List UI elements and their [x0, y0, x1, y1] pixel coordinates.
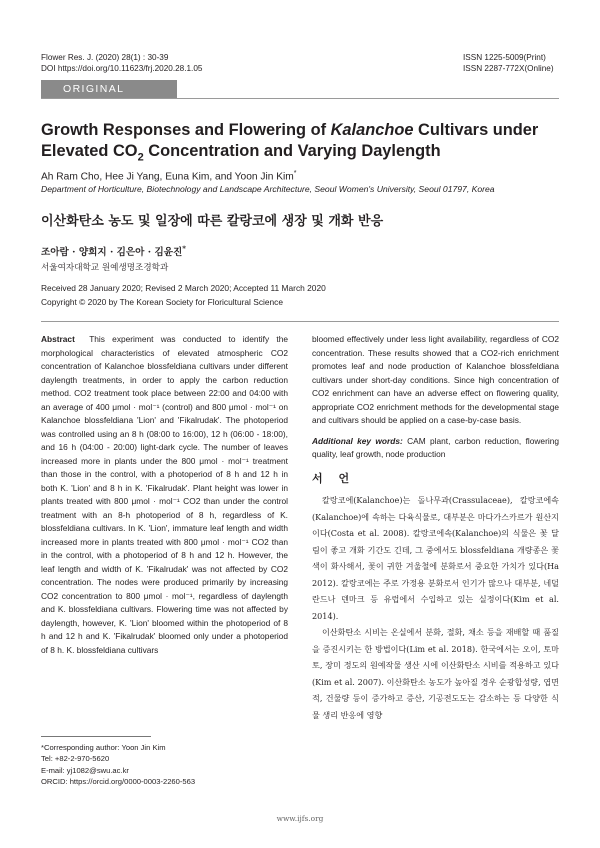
received-dates: Received 28 January 2020; Revised 2 March 2020; Accepted 11 March 2020: [41, 283, 326, 293]
keywords-paragraph: [312, 435, 559, 462]
section-heading: 서 언: [312, 471, 356, 485]
issn-online: ISSN 2287-772X(Online): [463, 64, 554, 73]
right-column: [312, 333, 559, 723]
korean-authors: [41, 244, 186, 258]
article-type-banner: ORIGINAL ARTICLE: [41, 80, 177, 98]
keywords-text: CAM plant, carbon reduction, flowering quality, leaf growth, node production: [312, 435, 559, 459]
abstract-continued: bloomed effectively under less light availability, regardless of CO2 concentration. These results showed that a CO2-rich enrichment promotes leaf and node production of Kalanchoe blossfeldiana cultivars under short-day conditions. Since high concentration of CO2 enrichment can have an adverse effect on flowering quality, appropriate CO2 enrichment methods for the developmental stage and cultivars should be applied on a case-by-case basis.: [312, 334, 559, 425]
abstract-paragraph: [41, 333, 288, 657]
doi-line: DOI https://doi.org/10.11623/frj.2020.28.1.05: [41, 64, 203, 73]
title-part-2: Cultivars under: [413, 121, 539, 139]
banner-divider: [41, 98, 559, 99]
author-list: [41, 170, 297, 182]
title-line2-b: Concentration and Varying Daylength: [143, 142, 441, 160]
title-part-1: Growth Responses and Flowering of: [41, 121, 331, 139]
title-genus: Kalanchoe: [330, 121, 414, 139]
abstract-column: [41, 333, 288, 657]
journal-citation: Flower Res. J. (2020) 28(1) : 30-39: [41, 53, 169, 62]
abstract-text: This experiment was conducted to identify the morphological characteristics of elevated atmospheric CO2 concentration of Kalanchoe blossfeldiana cultivars under different daylength treatments, in order to apply the carbon reduction method. CO2 treatment took place between 22:00 and 04:00 with an average of 400 μmol · mol⁻¹ (control) and 800 μmol · mol⁻¹ on Kalanchoe blossfeldiana 'Lion' and 'Fikalrudak'. The photoperiod was controlled using an 8 h (08:00 to 16:00), 12 h (06:00 - 18:00), and 16 h (04:00 - 20:00) light-dark cycle. The number of leaves increased more in plants under the 800 μmol · mol⁻¹ treatment than those in the control, with a photoperiod of 8 h and 12 h in both K. 'Lion' and 8 h in K. 'Fikalrudak'. Plant height was lower in plants treated with 800 μmol · mol⁻¹ CO2 than under the control treatment with an 8-h photoperiod of 8 h, regardless of K. blossfeldiana cultivars. In K. 'Lion', immature leaf length and width increased more in plants treated with 800 μmol · mol⁻¹ CO2 than in the control, with a photoperiod of 8 h and 12 h. However, the leaf length and width of K. 'Fikalrudak' was not affected by CO2 concentration. The nodes were produced primarily by increasing CO2 concentration to 800 μmol · mol⁻¹, regardless of daylength and K. blossfeldiana cultivars. Flowering time was not affected by daylength, however, K. 'Lion' bloomed within the photoperiod of 8 h and 12 h and K. 'Fikalrudak' bloomed only under a photoperiod of 8 h. K. blossfeldiana cultivars: [41, 334, 288, 655]
authors-text: Ah Ram Cho, Hee Ji Yang, Euna Kim, and Yoon Jin Kim: [41, 171, 294, 183]
affiliation: Department of Horticulture, Biotechnology and Landscape Architecture, Seoul Women's University, Seoul 01797, Korea: [41, 184, 495, 194]
footer-url: www.ijfs.org: [276, 814, 324, 823]
title-subscript: 2: [137, 151, 144, 164]
corresponding-mark: *: [293, 170, 297, 177]
journal-header-right: [463, 52, 554, 74]
korean-corresponding-mark: *: [182, 244, 186, 253]
footnote-email: E-mail: yj1082@swu.ac.kr: [41, 765, 129, 775]
footnote-orcid: ORCID: https://orcid.org/0000-0003-2260-563: [41, 776, 196, 786]
korean-authors-text: 조아람 · 양희지 · 김은아 · 김윤진: [41, 247, 183, 259]
paper-title: [41, 120, 571, 168]
keywords-label: Additional key words:: [312, 435, 403, 446]
abstract-label: Abstract: [41, 334, 75, 344]
footnote-tel: Tel: +82-2-970-5620: [41, 754, 110, 764]
issn-print: ISSN 1225-5009(Print): [463, 53, 546, 62]
journal-header-left: [41, 52, 202, 74]
corresponding-author-footnote: [41, 742, 195, 787]
title-line2-a: Elevated CO: [41, 142, 138, 160]
header-divider: [41, 321, 559, 322]
korean-affiliation: 서울여자대학교 원예생명조경학과: [41, 263, 169, 273]
footnote-author: *Corresponding author: Yoon Jin Kim: [41, 743, 166, 752]
intro-paragraph-1: 칼랑코에(Kalanchoe)는 돌나무과(Crassulaceae), 칼랑코에속(Kalanchoe)에 속하는 다육식물로, 대부분은 마다가스카르가 원산지이다(Costa et al. 2008). 칼랑코에속(Kalanchoe)의 식물은 꽃 달림이 좋고 개화 기간도 긴데, 그 중에서도 blossfeldiana 개량종은 꽃 색이 화사해서, 꽃이 귀한 겨울철에 분화로서 중요한 가치가 있다(Ha 2012). 칼랑코에는 주로 가정용 분화로서 인기가 많으나 대부분, 네덜란드나 덴마크 등 유럽에서 수입하고 있는 실정이다(Kim et al. 2014).: [312, 495, 559, 621]
korean-title: 이산화탄소 농도 및 일장에 따른 칼랑코에 생장 및 개화 반응: [41, 214, 384, 229]
footnote-divider: [41, 736, 151, 737]
intro-paragraph-2: 이산화탄소 시비는 온실에서 분화, 절화, 채소 등을 재배할 때 품질을 증진시키는 한 방법이다(Lim et al. 2018). 한국에서는 오이, 토마토, 장미 정도의 원예작물 생산 시에 이산화탄소 시비를 적용하고 있다(Kim et al. 2007). 이산화탄소 농도가 높아질 경우 순광합성량, 엽면적, 건물량 등이 증가하고 증산, 기공전도도는 감소하는 등 다양한 식물 생리 반응에 영향: [312, 627, 559, 720]
copyright-line: Copyright © 2020 by The Korean Society for Floricultural Science: [41, 297, 284, 307]
